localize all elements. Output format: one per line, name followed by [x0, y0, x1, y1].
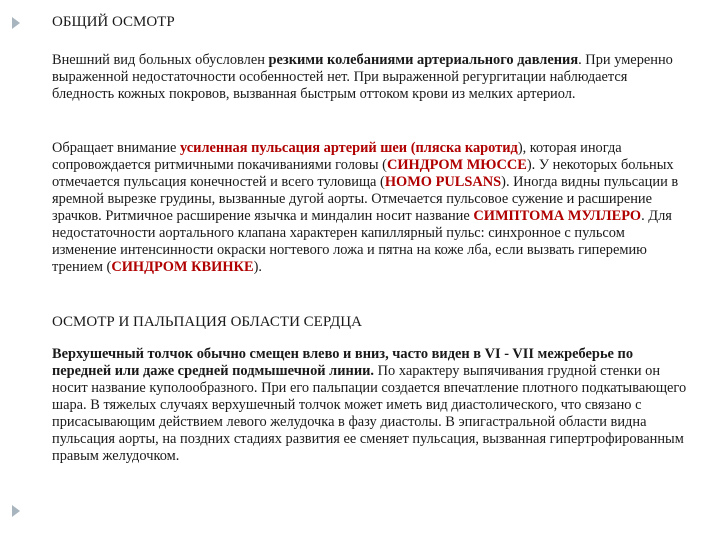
highlight-carotid-dance: усиленная пульсация артерий шеи (пляска каротид: [180, 140, 518, 156]
bold-text: Верхушечный толчок обычно смещен влево и вниз, часто виден в VI - VII межреберье по передней или даже средней подмышечной линии.: [52, 346, 634, 379]
text-run: ). У некоторых больных отмечается пульсация конечностей и всего туловища (: [52, 157, 674, 190]
highlight-musset-syndrome: СИНДРОМ МЮССЕ: [386, 157, 527, 173]
text-run: ).: [253, 259, 262, 275]
highlight-quincke-syndrome: СИНДРОМ КВИНКЕ: [111, 259, 254, 275]
paragraph-appearance: [52, 52, 692, 103]
text-run: . При умеренно выраженной недостаточности особенностей нет. При выраженной регургитации наблюдается бледность кожных покровов, вызванная быстрым оттоком крови из мелких артериол.: [52, 52, 673, 102]
paragraph-pulsation: [52, 140, 692, 276]
text-run: Внешний вид больных обусловлен: [52, 52, 269, 68]
text-run: ). Иногда видны пульсации в яремной вырезке грудины, вызванные дугой аорты. Отмечается пульсовое сужение и расширение зрачков. Ритмичное расширение язычка и миндалин носит название: [52, 174, 679, 224]
highlight-muller-sign: СИМПТОМА МУЛЛЕРО: [473, 208, 642, 224]
text-run: Обращает внимание: [52, 140, 181, 156]
bold-text: резкими колебаниями артериального давления: [268, 52, 579, 68]
highlight-homo-pulsans: HOMO PULSANS: [384, 174, 502, 190]
bullet-arrow-icon: [12, 505, 20, 517]
section-heading-general-exam: ОБЩИЙ ОСМОТР: [52, 14, 175, 30]
text-run: ), которая иногда сопровождается ритмичными покачиваниями головы (: [52, 140, 622, 173]
text-run: . Для недостаточности аортального клапана характерен капиллярный пульс: синхронное с пульсом изменение интенсинности окраски ногтевого ложа и пятна на коже лба, если вызвать гиперемию трением (: [52, 208, 672, 275]
section-heading-heart-exam: ОСМОТР И ПАЛЬПАЦИЯ ОБЛАСТИ СЕРДЦА: [52, 314, 362, 330]
paragraph-apex-beat: [52, 346, 692, 465]
bullet-arrow-icon: [12, 17, 20, 29]
text-run: По характеру выпячивания грудной стенки он носит название куполообразного. При его пальпации создается впечатление плотного подкатывающего шара. В тяжелых случаях верхушечный толчок может иметь вид диастолического, что связано с присасывающим действием левого желудочка в фазу диастолы. В эпигастральной области видна пульсация аорты, на поздних стадиях развития ее сменяет пульсация, вызванная гипертрофированным правым желудочком.: [52, 363, 687, 464]
